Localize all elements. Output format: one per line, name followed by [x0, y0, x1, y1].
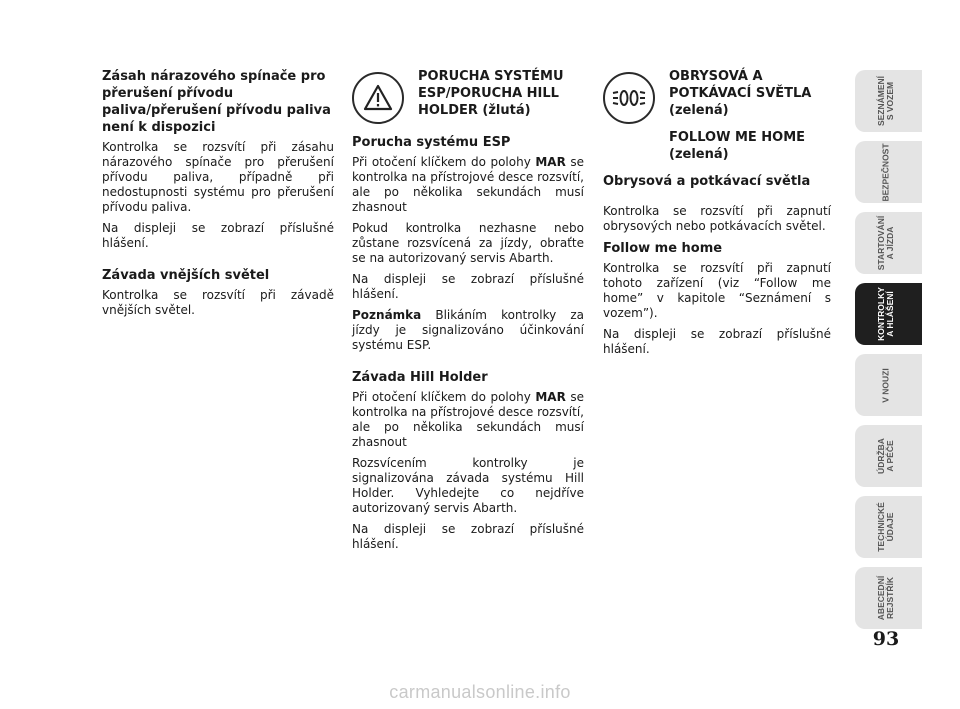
section-title-esp-fault: Porucha systému ESP: [352, 135, 511, 150]
note-paragraph: Poznámka Blikáním kontrolky za jízdy je signalizováno účinkování systému ESP.: [352, 308, 584, 352]
tab-abecedni-rejstrik[interactable]: ABECEDNÍ REJSTŘÍK: [855, 567, 917, 629]
follow-me-home-title: FOLLOW ME HOME (zelená): [669, 130, 806, 162]
section-title-exterior-lights: Závada vnějších světel: [102, 268, 270, 283]
tab-startovani-a-jizda[interactable]: STARTOVÁNÍ A JÍZDA: [855, 212, 917, 274]
esp-warning-header: [352, 68, 584, 124]
paragraph: Kontrolka se rozsvítí při závadě vnějších světel.: [102, 288, 334, 317]
paragraph: Kontrolka se rozsvítí při zásahu nárazového spínače pro přerušení přívodu paliva, případně při nedostupnosti systému pro přerušení přívodu paliva.: [102, 140, 334, 214]
section-title-fuel-cutoff: Zásah nárazového spínače pro přerušení přívodu paliva/přerušení přívodu paliva není k dispozici: [102, 69, 331, 135]
watermark: carmanualsonline.info: [389, 682, 571, 702]
chapter-tabs: [855, 70, 917, 638]
paragraph: Rozsvícením kontrolky je signalizována závada systému Hill Holder. Vyhledejte co nejdříve autorizovaný servis Abarth.: [352, 456, 584, 515]
paragraph: Kontrolka se rozsvítí při zapnutí tohoto zařízení (viz “Follow me home” v kapitole “Seznámení s vozem”).: [603, 261, 831, 320]
column-3: [603, 68, 831, 363]
column-2: [352, 68, 584, 558]
esp-warning-title: PORUCHA SYSTÉMU ESP/PORUCHA HILL HOLDER (žlutá): [418, 69, 564, 118]
paragraph: Na displeji se zobrazí příslušné hlášení.: [102, 221, 334, 250]
tab-technicke-udaje[interactable]: TECHNICKÉ ÚDAJE: [855, 496, 917, 558]
position-lights-header: [603, 68, 831, 163]
position-lights-icon: [603, 72, 655, 124]
section-title-position-lights: Obrysová a potkávací světla: [603, 174, 811, 189]
paragraph: Na displeji se zobrazí příslušné hlášení.: [352, 272, 584, 301]
paragraph: Kontrolka se rozsvítí při zapnutí obrysových nebo potkávacích světel.: [603, 204, 831, 233]
page-number: 93: [872, 628, 900, 650]
position-lights-title: OBRYSOVÁ A POTKÁVACÍ SVĚTLA (zelená): [669, 69, 812, 118]
tab-bezpecnost[interactable]: BEZPEČNOST: [855, 141, 917, 203]
warning-triangle-icon: [352, 72, 404, 124]
column-1: [102, 68, 334, 324]
paragraph: Na displeji se zobrazí příslušné hlášení.: [603, 327, 831, 356]
section-title-hill-holder-fault: Závada Hill Holder: [352, 370, 488, 385]
tab-v-nouzi[interactable]: V NOUZI: [855, 354, 917, 416]
paragraph: Při otočení klíčkem do polohy MAR se kontrolka na přístrojové desce rozsvítí, ale po několika sekundách musí zhasnout: [352, 155, 584, 214]
paragraph: Při otočení klíčkem do polohy MAR se kontrolka na přístrojové desce rozsvítí, ale po několika sekundách musí zhasnout: [352, 390, 584, 449]
tab-seznameni-s-vozem[interactable]: SEZNÁMENÍ S VOZEM: [855, 70, 917, 132]
paragraph: Na displeji se zobrazí příslušné hlášení.: [352, 522, 584, 551]
section-title-follow-me-home: Follow me home: [603, 241, 723, 256]
tab-udrzba-a-pece[interactable]: ÚDRŽBA A PÉČE: [855, 425, 917, 487]
tab-kontrolky-a-hlaseni[interactable]: KONTROLKY A HLÁŠENÍ: [855, 283, 917, 345]
paragraph: Pokud kontrolka nezhasne nebo zůstane rozsvícená za jízdy, obraťte se na autorizovaný servis Abarth.: [352, 221, 584, 265]
